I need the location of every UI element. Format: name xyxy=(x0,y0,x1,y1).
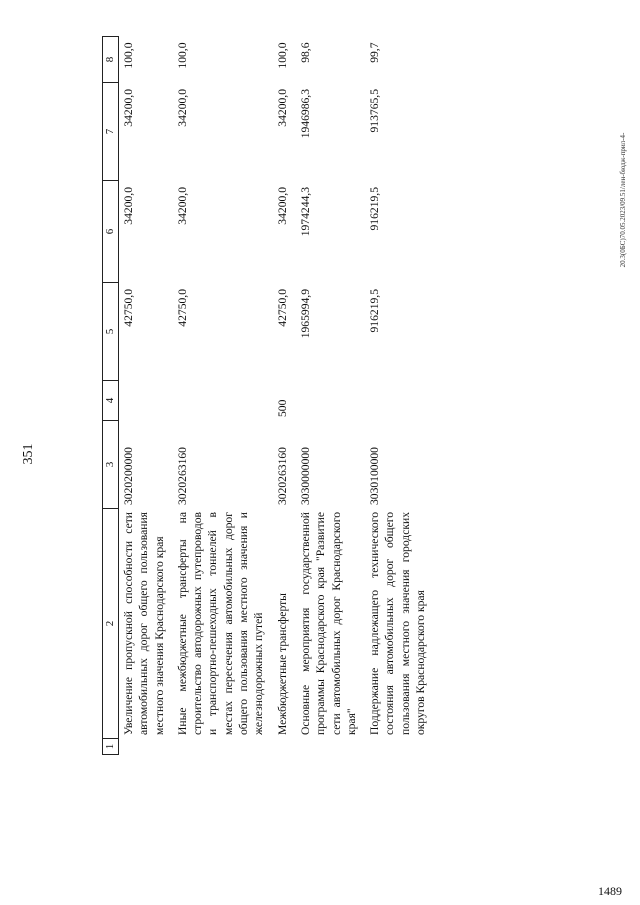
cell-col-6: 34200,0 xyxy=(122,187,135,225)
table-row xyxy=(273,37,296,755)
header-col-6: 6 xyxy=(103,181,119,283)
header-col-2: 2 xyxy=(103,509,119,739)
cell-col-5: 1965994,9 xyxy=(298,289,312,339)
cell-code: 3020200000 xyxy=(122,447,135,505)
cell-col-1 xyxy=(365,739,434,755)
cell-col-5: 42750,0 xyxy=(175,289,189,327)
cell-description: Межбюджетные трансферты xyxy=(275,593,289,735)
cell-type xyxy=(296,381,365,421)
cell-percent: 99,7 xyxy=(368,42,382,63)
rotated-table-container xyxy=(102,37,604,755)
cell-col-5: 916219,5 xyxy=(368,289,382,333)
cell-col-6: 34200,0 xyxy=(175,187,189,225)
header-col-5: 5 xyxy=(103,283,119,381)
cell-col-6: 1974244,3 xyxy=(298,187,312,237)
cell-col-1 xyxy=(173,739,273,755)
cell-col-7: 34200,0 xyxy=(275,89,289,127)
cell-col-1 xyxy=(273,739,296,755)
table-header-row xyxy=(103,37,119,755)
cell-col-5: 42750,0 xyxy=(275,289,289,327)
cell-percent: 100,0 xyxy=(275,42,289,69)
cell-description: Поддержание надлежащего технического состояния автомобильных дорог общего пользования местного значения городских округов Краснодарского края xyxy=(368,512,428,735)
cell-percent: 100,0 xyxy=(175,42,189,69)
header-col-4: 4 xyxy=(103,381,119,421)
header-col-7: 7 xyxy=(103,83,119,181)
header-col-8: 8 xyxy=(103,37,119,83)
cell-code: 3020263160 xyxy=(275,447,289,505)
header-col-1: 1 xyxy=(103,739,119,755)
cell-col-7: 1946986,3 xyxy=(298,89,312,139)
cell-col-1 xyxy=(296,739,365,755)
cell-description: Основные мероприятия государственной программы Краснодарского края "Развитие сети автомобильных дорог Краснодарского края" xyxy=(298,512,358,735)
table-row xyxy=(296,37,365,755)
cell-col-6: 916219,5 xyxy=(368,187,382,231)
cell-code: 3030000000 xyxy=(298,447,312,505)
document-code-note: 20.3(0БС)70.05.2023/09.51/лен-бюдж-прил-4- xyxy=(619,132,627,268)
cell-type xyxy=(119,381,173,421)
page-number-top: 351 xyxy=(21,443,36,465)
cell-code: 3020263160 xyxy=(175,447,189,505)
page-number-bottom: 1489 xyxy=(598,884,622,898)
cell-code: 3030100000 xyxy=(368,447,382,505)
cell-col-5: 42750,0 xyxy=(122,289,135,327)
cell-col-6: 34200,0 xyxy=(275,187,289,225)
header-col-3: 3 xyxy=(103,421,119,509)
cell-col-7: 34200,0 xyxy=(175,89,189,127)
cell-percent: 100,0 xyxy=(122,42,135,69)
table-row xyxy=(119,37,173,755)
table-row xyxy=(365,37,434,755)
cell-percent: 98,6 xyxy=(298,42,312,63)
cell-description: Увеличение пропускной способности сети автомобильных дорог общего пользования местного значения Краснодарского края xyxy=(122,512,166,735)
cell-description: Иные межбюджетные трансферты на строительство автодорожных путепроводов и транспортно-пешеходных тоннелей в местах пересечения автомобильных дорог общего пользования местного значения и железнодорожных путей xyxy=(175,512,266,735)
cell-col-7: 913765,5 xyxy=(368,89,382,133)
cell-type xyxy=(173,381,273,421)
table-row xyxy=(173,37,273,755)
cell-type: 500 xyxy=(275,399,289,417)
budget-table xyxy=(102,36,434,755)
cell-col-1 xyxy=(119,739,173,755)
cell-type xyxy=(365,381,434,421)
cell-col-7: 34200,0 xyxy=(122,89,135,127)
